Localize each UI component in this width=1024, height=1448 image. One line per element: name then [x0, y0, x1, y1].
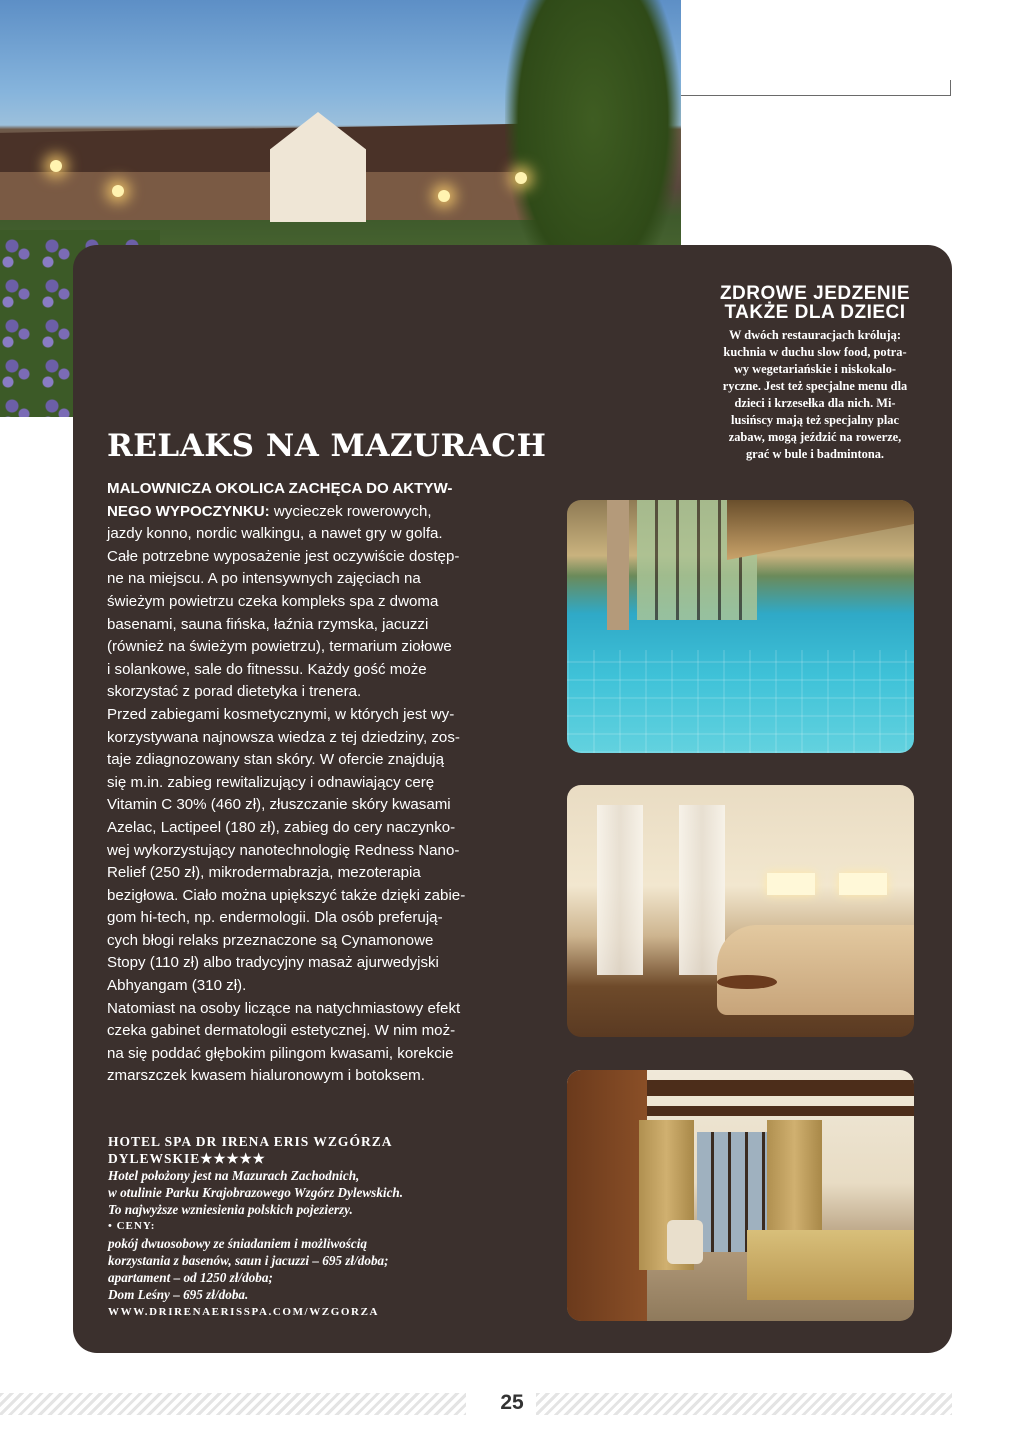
sidebar-title: ZDROWE JEDZENIE TAKŻE DLA DZIECI	[719, 283, 911, 323]
hotel-name-stars: DYLEWSKIE★★★★★	[108, 1151, 266, 1166]
article-headline: RELAKS NA MAZURACH	[107, 428, 547, 464]
pool-photo	[567, 500, 914, 753]
article-body: MALOWNICZA OKOLICA ZACHĘCA DO AKTYW- NEGO WYPOCZYNKU: wycieczek rowerowych, jazdy konno, nordic walkingu, a nawet gry w golfa. Całe potrzebne wyposażenie jest oczywiście dostęp- ne na miejscu. A po intensywnych zajęciach na świeżym powietrzu czeka kompleks spa z dwoma basenami, sauna fińska, łaźnia rzymska, jacuzzi (również na świeżym powietrzu), termarium ziołowe i solankowe, sale do fitnessu. Każdy gość może skorzystać z porad dietetyka i trenera. Przed zabiegami kosmetycznymi, w których jest wy- korzystywana najnowsza wiedza z tej dziedziny, zos- taje zdiagnozowany stan skóry. W ofercie znajdują się m.in. zabieg rewitalizujący i odnawiający cerę Vitamin C 30% (460 zł), złuszczanie skóry kwasami Azelac, Lactipeel (180 zł), zabieg do cery naczynko- wej wykorzystujący nanotechnologię Redness Nano- Relief (250 zł), mikrodermabrazja, mezoterapia bezigłowa. Ciało można upiększyć także dzięki zabie- gom hi-tech, np. endermologii. Dla osób preferują- cych błogi relaks przeznaczone są Cynamonowe Stopy (110 zł) albo tradycyjny masaż ajurwedyjski Abhyangam (310 zł). Natomiast na osoby liczące na natychmiastowy efekt czeka gabinet dermatologii estetycznej. W nim moż- na się poddać głębokim pilingom kwasami, korekcie zmarszczek kwasem hialuronowym i botoksem.	[107, 480, 466, 1085]
hotel-info: HOTEL SPA DR IRENA ERIS WZGÓRZA DYLEWSKIE★★★★★ Hotel położony jest na Mazurach Zachodnich, w otulinie Parku Krajobrazowego Wzgórz Dylewskich. To najwyższe wzniesienia polskich pojezierzy. • CENY: pokój dwuosobowy ze śniadaniem i możliwością korzystania z basenów, saun i jacuzzi – 695 zł/doba; apartament – od 1250 zł/doba; Dom Leśny – 695 zł/doba. WWW.DRIRENAERISSPA.COM/WZGORZA	[108, 1133, 508, 1321]
top-rule-end	[950, 80, 951, 96]
page-number: 25	[500, 1391, 524, 1414]
hotel-room-photo	[567, 1070, 914, 1321]
hotel-url[interactable]: WWW.DRIRENAERISSPA.COM/WZGORZA	[108, 1306, 380, 1318]
lounge-photo	[567, 785, 914, 1037]
sidebar-text: W dwóch restauracjach królują: kuchnia w duchu slow food, potra- wy wegetariańskie i niskokalo- ryczne. Jest też specjalne menu dla dzieci i krzesełka dla nich. Mi- lusińscy mają też specjalny plac zabaw, mogą jeździć na rowerze, grać w bule i badmintona.	[722, 328, 908, 461]
hotel-name: HOTEL SPA DR IRENA ERIS WZGÓRZA	[108, 1134, 393, 1149]
prices-label: • CENY:	[108, 1220, 156, 1232]
top-rule	[681, 95, 951, 96]
